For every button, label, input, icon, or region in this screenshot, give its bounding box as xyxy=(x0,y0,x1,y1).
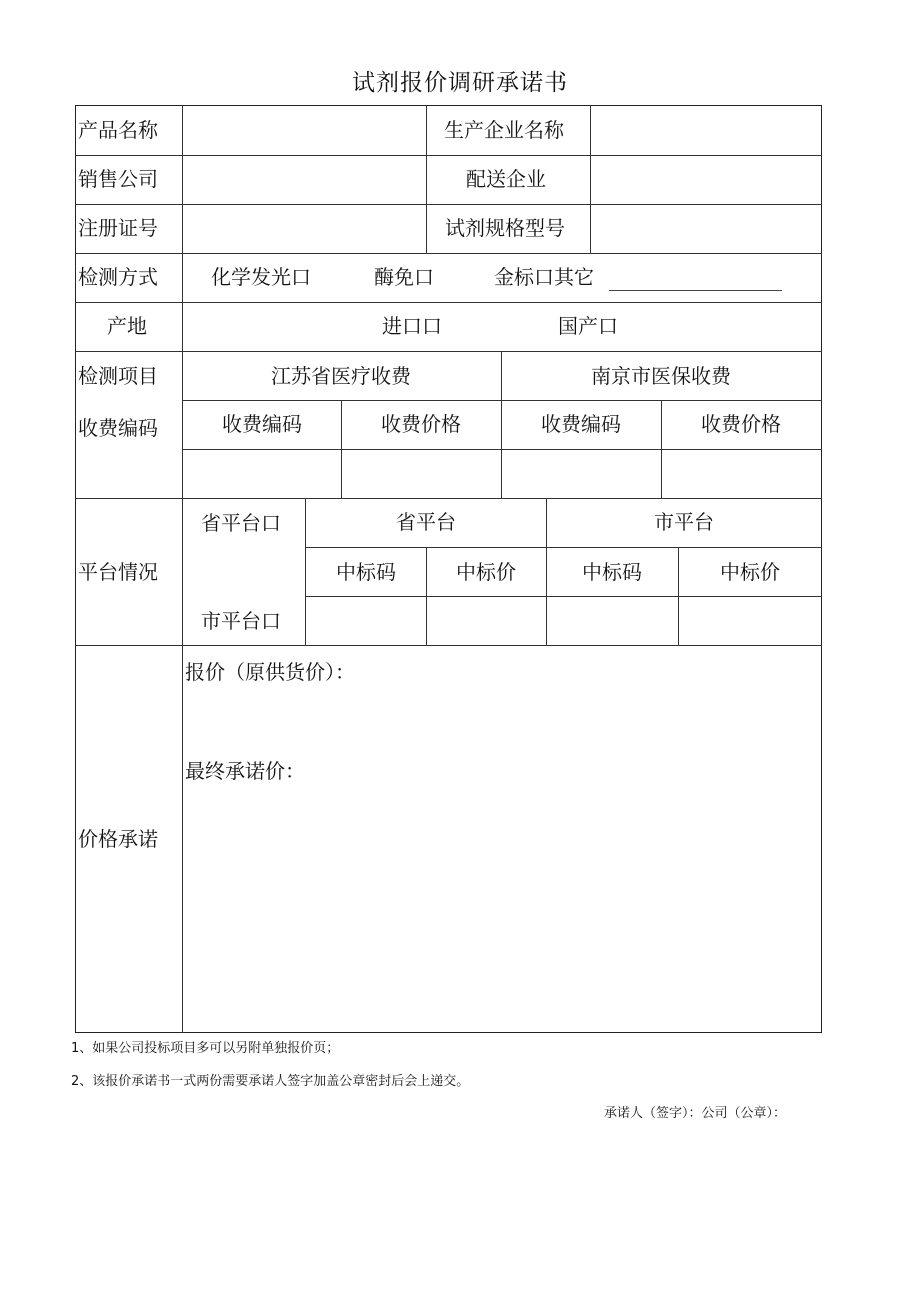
detection-method-label: 检测方式 xyxy=(78,265,158,289)
spec-model-field[interactable] xyxy=(591,205,821,252)
chemiluminescence-option[interactable]: 化学发光口 xyxy=(211,265,311,289)
fee-price-header: 收费价格 xyxy=(381,412,461,436)
distributor-label: 配送企业 xyxy=(466,167,546,191)
fee-code-header: 收费编码 xyxy=(541,412,621,436)
row-divider xyxy=(305,547,822,548)
registration-no-label: 注册证号 xyxy=(78,216,158,240)
test-item-label: 检测项目 xyxy=(78,364,158,388)
final-price-field[interactable] xyxy=(183,790,821,1030)
platform-status-label: 平台情况 xyxy=(78,560,158,584)
row-divider xyxy=(75,645,822,646)
footnote-1: 1、如果公司投标项目多可以另附单独报价页； xyxy=(71,1041,340,1056)
row-divider xyxy=(75,302,822,303)
quote-field[interactable] xyxy=(183,690,821,750)
jiangsu-fee-price-field[interactable] xyxy=(342,450,500,497)
imported-option[interactable]: 进口口 xyxy=(382,314,442,338)
registration-no-field[interactable] xyxy=(183,205,425,252)
bid-price-header: 中标价 xyxy=(456,560,516,584)
sales-company-field[interactable] xyxy=(183,156,425,203)
row-divider xyxy=(75,498,822,499)
row-divider xyxy=(75,351,822,352)
row-divider xyxy=(182,400,822,401)
city-bid-code-field[interactable] xyxy=(547,597,677,644)
bid-price-header: 中标价 xyxy=(720,560,780,584)
province-bid-price-field[interactable] xyxy=(427,597,545,644)
bid-code-header: 中标码 xyxy=(336,560,396,584)
fee-price-header: 收费价格 xyxy=(701,412,781,436)
product-name-field[interactable] xyxy=(183,106,425,154)
nanjing-fee-code-field[interactable] xyxy=(502,450,660,497)
nanjing-fee-header: 南京市医保收费 xyxy=(591,364,731,388)
province-platform-checkbox[interactable]: 省平台口 xyxy=(201,511,281,535)
city-platform-checkbox[interactable]: 市平台口 xyxy=(201,609,281,633)
domestic-option[interactable]: 国产口 xyxy=(558,314,618,338)
signature-line: 承诺人（签字）：公司（公章）： xyxy=(604,1106,787,1121)
final-price-label: 最终承诺价： xyxy=(185,759,305,783)
elisa-option[interactable]: 酶免口 xyxy=(374,265,434,289)
fee-code-header: 收费编码 xyxy=(222,412,302,436)
spec-model-label: 试剂规格型号 xyxy=(445,216,565,240)
product-name-label: 产品名称 xyxy=(78,118,158,142)
city-bid-price-field[interactable] xyxy=(679,597,821,644)
fee-code-label: 收费编码 xyxy=(78,416,158,440)
price-commitment-label: 价格承诺 xyxy=(78,827,158,851)
row-divider xyxy=(75,253,822,254)
page-title: 试剂报价调研承诺书 xyxy=(352,70,568,96)
province-bid-code-field[interactable] xyxy=(306,597,425,644)
jiangsu-fee-header: 江苏省医疗收费 xyxy=(271,364,411,388)
colloidal-gold-other-option[interactable]: 金标口其它 xyxy=(494,265,594,289)
quote-label: 报价（原供货价）： xyxy=(185,660,355,684)
nanjing-fee-price-field[interactable] xyxy=(662,450,821,497)
manufacturer-field[interactable] xyxy=(591,106,821,154)
other-method-blank-line[interactable] xyxy=(609,290,782,291)
sales-company-label: 销售公司 xyxy=(78,167,158,191)
footnote-2: 2、该报价承诺书一式两份需要承诺人签字加盖公章密封后会上递交。 xyxy=(71,1074,470,1089)
bid-code-header: 中标码 xyxy=(582,560,642,584)
province-platform-header: 省平台 xyxy=(396,510,456,534)
origin-label: 产地 xyxy=(107,314,147,338)
manufacturer-label: 生产企业名称 xyxy=(444,118,564,142)
jiangsu-fee-code-field[interactable] xyxy=(183,450,340,497)
column-divider xyxy=(426,105,427,253)
city-platform-header: 市平台 xyxy=(654,510,714,534)
distributor-field[interactable] xyxy=(591,156,821,203)
